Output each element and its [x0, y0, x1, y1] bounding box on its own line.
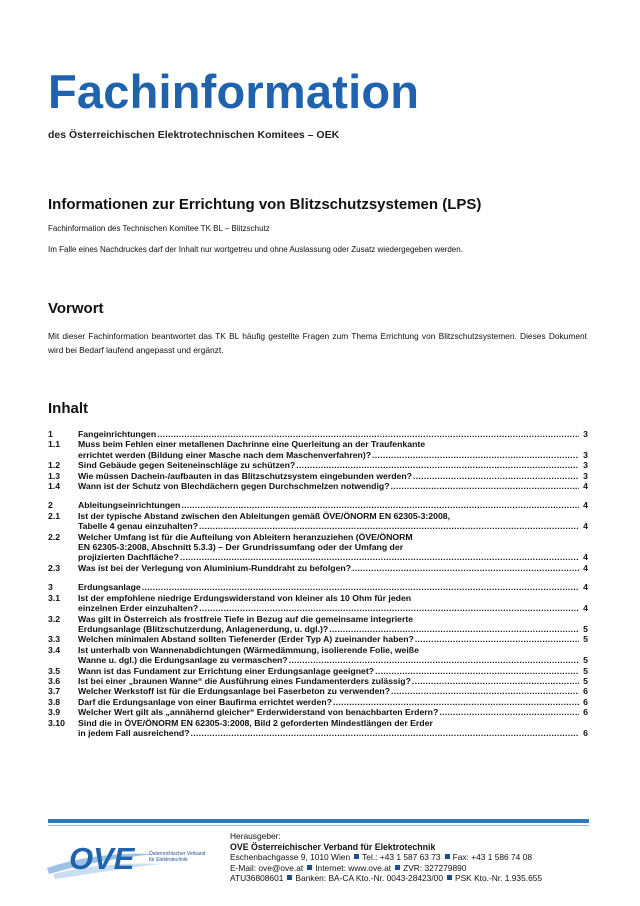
toc-dot-leader: [412, 676, 579, 686]
publisher-psk: PSK Kto.-Nr. 1.935.655: [454, 873, 543, 884]
logo-tagline: [149, 851, 205, 863]
toc-entry-title-line: Muss beim Fehlen einer metallenen Dachrinne eine Querleitung an der Traufenkante: [78, 439, 426, 450]
publisher-internet: Internet: www.ove.at: [315, 862, 392, 873]
toc-entry-title-line: Tabelle 4 genau einzuhalten?: [78, 521, 199, 532]
toc-dot-leader: [181, 500, 579, 510]
logo-tagline-line-2: für Elektrotechnik: [149, 857, 188, 863]
toc-entry-title-line: Wie müssen Dachein-/aufbauten in das Blitzschutzsystem eingebunden werden?: [78, 470, 412, 481]
toc-entry[interactable]: [48, 429, 588, 439]
bullet-square-icon: [395, 865, 400, 870]
publisher-bank: Banken: BA-CA Kto.-Nr. 0043-28423/00: [295, 873, 443, 884]
toc-entry-number: 3.5: [48, 665, 61, 676]
toc-entry[interactable]: [48, 718, 588, 739]
toc-entry-number: 3.10: [48, 717, 65, 728]
toc-entry-page-number: 3: [583, 460, 588, 471]
toc-entry-page-number: 6: [583, 707, 588, 718]
toc-entry[interactable]: [48, 614, 588, 635]
toc-dot-leader: [375, 666, 579, 676]
publisher-phone: Tel.: +43 1 587 63 73: [362, 852, 441, 863]
toc-entry-title-line: Ableitungseinrichtungen: [78, 500, 181, 511]
publisher-fax: Fax: +43 1 586 74 08: [452, 852, 532, 863]
toc-entry-number: 1.4: [48, 481, 61, 492]
toc-entry-number: 3.2: [48, 613, 61, 624]
toc-dot-leader: [180, 552, 579, 562]
toc-entry[interactable]: [48, 481, 588, 491]
page-title: Fachinformation: [48, 65, 420, 118]
toc-entry-page-number: 5: [583, 665, 588, 676]
toc-entry-title-line: Ist der typische Abstand zwischen den Ableitungen gemäß ÖVE/ÖNORM EN 62305-3:2008,: [78, 510, 451, 521]
toc-entry-number: 2.3: [48, 562, 61, 573]
bullet-square-icon: [307, 865, 312, 870]
toc-entry-page-number: 3: [583, 429, 588, 439]
intro-line-committee: Fachinformation des Technischen Komitee TK BL – Blitzschutz: [48, 224, 270, 233]
publisher-info: [230, 831, 542, 884]
toc-entry[interactable]: [48, 645, 588, 666]
toc-entry-page-number: 4: [583, 521, 588, 532]
intro-heading: Informationen zur Errichtung von Blitzschutzsystemen (LPS): [48, 196, 482, 213]
toc-dot-leader: [439, 707, 579, 717]
toc-entry-number: 3.9: [48, 707, 61, 718]
toc-entry[interactable]: [48, 511, 588, 532]
toc-entry-page-number: 4: [583, 562, 588, 573]
toc-entry[interactable]: [48, 460, 588, 470]
toc-dot-leader: [352, 563, 579, 573]
toc-entry[interactable]: [48, 707, 588, 717]
toc-entry-title-line: Ist bei einer „braunen Wanne“ die Ausführung eines Fundamenterders zulässig?: [78, 675, 411, 686]
toc-entry[interactable]: [48, 582, 588, 592]
publisher-contact-line-1: [230, 852, 542, 863]
toc-entry[interactable]: [48, 666, 588, 676]
toc-entry-number: 3.7: [48, 686, 61, 697]
toc-entry-title-line: Wanne u. dgl.) die Erdungsanlage zu vermaschen?: [78, 655, 288, 666]
page-subtitle: des Österreichischen Elektrotechnischen Komitees – OEK: [48, 129, 340, 141]
toc-entry-number: 1.3: [48, 470, 61, 481]
toc-entry-page-number: 5: [583, 623, 588, 634]
publisher-address: Eschenbachgasse 9, 1010 Wien: [230, 852, 351, 863]
toc-entry[interactable]: [48, 500, 588, 510]
toc-entry-number: 3.8: [48, 696, 61, 707]
toc-entry-page-number: 6: [583, 727, 588, 738]
toc-entry-page-number: 4: [583, 481, 588, 492]
toc-entry-number: 2.2: [48, 531, 61, 542]
toc-dot-leader: [199, 603, 579, 613]
toc-entry-number: 1: [48, 429, 53, 439]
toc-entry-page-number: 5: [583, 634, 588, 645]
toc-dot-leader: [391, 686, 579, 696]
toc-entry[interactable]: [48, 697, 588, 707]
toc-entry-page-number: 4: [583, 552, 588, 563]
toc-entry-title-line: projizierten Dachfläche?: [78, 552, 179, 563]
toc-entry-title-line: Fangeinrichtungen: [78, 429, 157, 439]
toc-entry[interactable]: [48, 634, 588, 644]
toc-entry-title-line: Sind Gebäude gegen Seiteneinschläge zu schützen?: [78, 460, 296, 471]
toc-entry[interactable]: [48, 593, 588, 614]
toc-entry-number: 1.1: [48, 439, 61, 450]
toc-dot-leader: [289, 655, 579, 665]
toc-dot-leader: [157, 429, 579, 439]
publisher-contact-line-2: [230, 863, 542, 874]
toc-entry-title-line: Welcher Umfang ist für die Aufteilung von Ableitern heranzuziehen (ÖVE/ÖNORM: [78, 531, 413, 542]
toc-entry-number: 2.1: [48, 510, 61, 521]
toc-dot-leader: [199, 521, 579, 531]
footer-divider-thin: [48, 825, 589, 826]
toc-entry[interactable]: [48, 471, 588, 481]
contents-heading: Inhalt: [48, 400, 88, 417]
toc-entry-title-line: einzelnen Erder einzuhalten?: [78, 603, 199, 614]
toc-entry-title-line: Ist unterhalb von Wannenabdichtungen (Wärmedämmung, isolierende Folie, weiße: [78, 644, 419, 655]
toc-entry-number: 3: [48, 582, 53, 593]
toc-dot-leader: [415, 634, 579, 644]
toc-entry-title-line: Ist der empfohlene niedrige Erdungswiderstand von kleiner als 10 Ohm für jeden: [78, 592, 412, 603]
toc-dot-leader: [372, 450, 579, 460]
publisher-org-name: OVE Österreichischer Verband für Elektrotechnik: [230, 841, 436, 852]
toc-entry-page-number: 4: [583, 582, 588, 593]
toc-dot-leader: [329, 624, 579, 634]
toc-entry-number: 3.4: [48, 644, 61, 655]
intro-line-reprint-notice: Im Falle eines Nachdruckes darf der Inhalt nur wortgetreu und ohne Auslassung oder Zusatz wiedergegeben werden.: [48, 245, 463, 254]
bullet-square-icon: [447, 875, 452, 880]
toc-entry-page-number: 5: [583, 675, 588, 686]
toc-entry-page-number: 6: [583, 686, 588, 697]
bullet-square-icon: [354, 854, 359, 859]
publisher-email: E-Mail: ove@ove.at: [230, 862, 304, 873]
toc-entry-title-line: Erdungsanlage: [78, 582, 141, 593]
toc-entry-title-line: in jedem Fall ausreichend?: [78, 727, 190, 738]
foreword-text: Mit dieser Fachinformation beantwortet das TK BL häufig gestellte Fragen zum Thema Errichtung von Blitzschutzsystemen. Dieses Dokument wird bei Bedarf laufend angepasst und ergänzt.: [48, 331, 587, 355]
toc-entry-title-line: Wann ist der Schutz von Blechdächern gegen Durchschmelzen notwendig?: [78, 481, 390, 492]
toc-entry[interactable]: [48, 439, 588, 460]
toc-entry-title-line: Was ist bei der Verlegung von Aluminium-Runddraht zu befolgen?: [78, 562, 352, 573]
toc-entry-page-number: 3: [583, 449, 588, 460]
toc-dot-leader: [391, 481, 579, 491]
toc-dot-leader: [413, 471, 579, 481]
toc-entry-title-line: errichtet werden (Bildung einer Masche nach dem Maschenverfahren)?: [78, 449, 372, 460]
toc-entry-title-line: Darf die Erdungsanlage von einer Baufirma errichtet werden?: [78, 696, 332, 707]
toc-entry-page-number: 4: [583, 603, 588, 614]
toc-entry-title-line: Was gilt in Österreich als frostfreie Tiefe in Bezug auf die gemeinsame integrierte: [78, 613, 414, 624]
toc-entry-number: 3.3: [48, 634, 61, 645]
toc-entry-title-line: Welcher Werkstoff ist für die Erdungsanlage bei Faserbeton zu verwenden?: [78, 686, 391, 697]
toc-entry-number: 3.6: [48, 675, 61, 686]
toc-entry-page-number: 4: [583, 500, 588, 511]
footer-divider: [48, 819, 589, 823]
toc-entry-number: 2: [48, 500, 53, 511]
bullet-square-icon: [287, 875, 292, 880]
logo-tagline-line-1: Österreichischer Verband: [149, 851, 206, 857]
toc-dot-leader: [333, 697, 579, 707]
publisher-atu: ATU36808601: [230, 873, 284, 884]
toc-entry[interactable]: [48, 686, 588, 696]
toc-entry-number: 1.2: [48, 460, 61, 471]
toc-entry-page-number: 6: [583, 696, 588, 707]
toc-entry-title-line: Welcher Wert gilt als „annähernd gleicher“ Erderwiderstand von benachbarten Erdern?: [78, 707, 439, 718]
toc-entry-title-line: Wann ist das Fundament zur Errichtung einer Erdungsanlage geeignet?: [78, 665, 375, 676]
foreword-heading: Vorwort: [48, 300, 104, 317]
toc-entry-page-number: 3: [583, 470, 588, 481]
toc-dot-leader: [191, 728, 579, 738]
logo-wordmark: OVE: [69, 841, 135, 876]
toc-entry-title-line: Sind die in ÖVE/ÖNORM EN 62305-3:2008, Bild 2 geforderten Mindestlängen der Erder: [78, 717, 433, 728]
toc-entry-page-number: 5: [583, 655, 588, 666]
toc-dot-leader: [142, 582, 579, 592]
toc-entry[interactable]: [48, 532, 588, 563]
toc-entry[interactable]: [48, 563, 588, 573]
toc-entry-title-line: Erdungsanlage (Blitzschutzerdung, Anlagenerdung, u. dgl.)?: [78, 623, 329, 634]
toc-dot-leader: [296, 460, 579, 470]
publisher-label: Herausgeber:: [230, 831, 281, 841]
toc-entry-number: 3.1: [48, 592, 61, 603]
publisher-zvr: ZVR: 327279890: [403, 862, 467, 873]
bullet-square-icon: [445, 854, 450, 859]
publisher-contact-line-3: [230, 873, 542, 884]
toc-entry-title-line: EN 62305-3:2008, Abschnitt 5.3.3) – Der Grundrissumfang oder der Umfang der: [78, 542, 404, 553]
table-of-contents: [48, 429, 588, 738]
toc-entry[interactable]: [48, 676, 588, 686]
toc-entry-title-line: Welchen minimalen Abstand sollten Tiefenerder (Erder Typ A) zueinander haben?: [78, 634, 414, 645]
